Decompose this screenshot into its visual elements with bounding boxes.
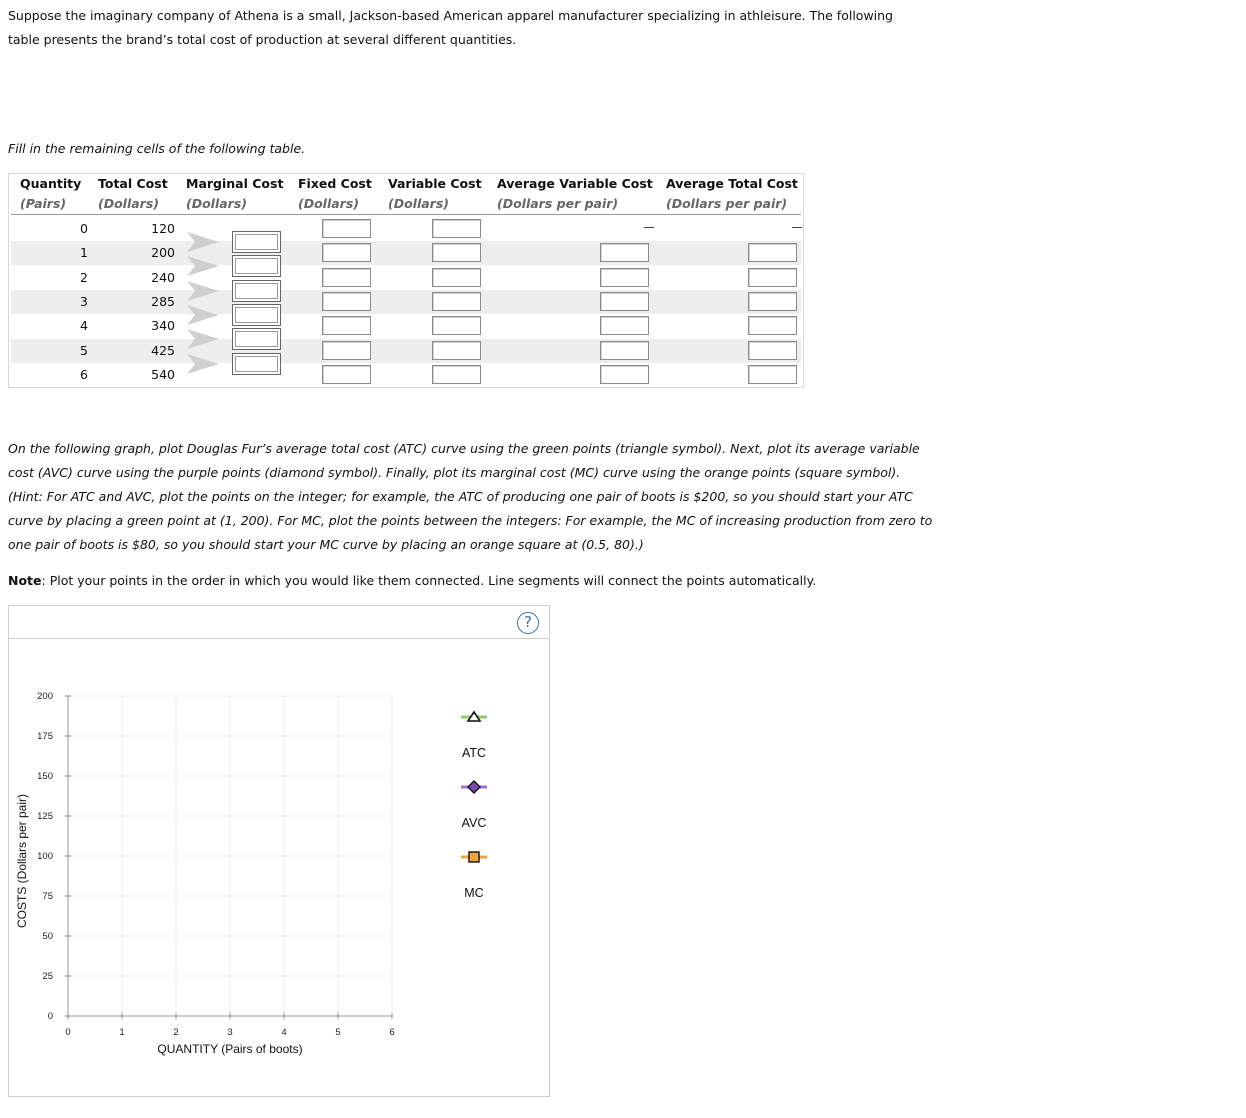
header-fixed-cost (298, 174, 372, 214)
quantity-cell: 0 (80, 221, 88, 236)
avg-variable-cost-input[interactable] (600, 268, 649, 287)
y-tick-label: 75 (42, 891, 53, 902)
header-divider (11, 214, 801, 215)
note (8, 569, 816, 593)
quantity-cell: 4 (80, 318, 88, 334)
total-cost-cell: 285 (151, 293, 175, 309)
marginal-cost-input[interactable] (232, 328, 281, 350)
y-axis-title: COSTS (Dollars per pair) (15, 793, 29, 929)
avg-variable-cost-input[interactable] (600, 316, 649, 335)
x-tick-label: 4 (281, 1027, 287, 1038)
header-variable-cost (388, 174, 482, 214)
header-title: Total Cost (98, 176, 168, 191)
x-tick-label: 0 (65, 1027, 71, 1038)
header-quantity (20, 174, 81, 214)
note-label: Note (8, 573, 42, 588)
x-tick-label: 3 (227, 1027, 233, 1038)
header-marginal-cost (186, 174, 283, 214)
note-text: : Plot your points in the order in which you would like them connected. Line segments will connect the points automatically. (41, 573, 817, 588)
header-title: Average Variable Cost (497, 176, 653, 191)
y-tick-label: 50 (42, 931, 53, 942)
header-title: Average Total Cost (666, 176, 798, 191)
mc-square-icon[interactable] (469, 852, 479, 862)
quantity-cell: 1 (80, 245, 88, 261)
marginal-arrow-icon (185, 352, 221, 376)
cost-table (8, 173, 804, 388)
avc-diamond-icon[interactable] (468, 781, 480, 793)
x-tick-label: 5 (335, 1027, 341, 1038)
total-cost-cell: 120 (151, 221, 175, 236)
header-unit: (Pairs) (20, 196, 67, 211)
variable-cost-input[interactable] (432, 219, 481, 238)
marginal-cost-input[interactable] (232, 353, 281, 375)
table-instruction: Fill in the remaining cells of the following table. (8, 141, 306, 156)
y-tick-label: 0 (47, 1011, 53, 1022)
marginal-cost-input[interactable] (232, 231, 281, 253)
cost-graph[interactable] (9, 606, 549, 1096)
avg-variable-cost-input[interactable] (600, 292, 649, 311)
avg-total-cost-input[interactable] (748, 341, 797, 360)
avg-variable-cost-input[interactable] (600, 365, 649, 384)
x-tick-label: 1 (119, 1027, 125, 1038)
atc-dash (792, 227, 802, 228)
total-cost-cell: 200 (151, 245, 175, 261)
header-avg-variable-cost (497, 174, 653, 214)
header-title: Quantity (20, 176, 82, 191)
marginal-arrow-icon (185, 303, 221, 327)
avg-total-cost-input[interactable] (748, 268, 797, 287)
header-title: Variable Cost (388, 176, 482, 191)
header-title: Marginal Cost (186, 176, 284, 191)
graph-panel[interactable] (8, 605, 550, 1097)
mc-legend-label: MC (464, 886, 484, 900)
header-unit: (Dollars per pair) (666, 196, 788, 211)
avg-total-cost-input[interactable] (748, 365, 797, 384)
fixed-cost-input[interactable] (322, 292, 371, 311)
y-tick-label: 200 (37, 691, 53, 702)
header-total-cost (98, 174, 168, 214)
avg-total-cost-input[interactable] (748, 243, 797, 262)
header-avg-total-cost (666, 174, 798, 214)
avg-variable-cost-input[interactable] (600, 243, 649, 262)
variable-cost-input[interactable] (432, 365, 481, 384)
quantity-cell: 3 (80, 293, 88, 309)
total-cost-cell: 240 (151, 269, 175, 285)
fixed-cost-input[interactable] (322, 341, 371, 360)
variable-cost-input[interactable] (432, 268, 481, 287)
variable-cost-input[interactable] (432, 316, 481, 335)
x-tick-label: 2 (173, 1027, 179, 1038)
marginal-cost-input[interactable] (232, 255, 281, 277)
avc-dash (644, 227, 654, 228)
variable-cost-input[interactable] (432, 341, 481, 360)
y-tick-label: 25 (42, 971, 53, 982)
fixed-cost-input[interactable] (322, 219, 371, 238)
y-tick-label: 100 (37, 851, 53, 862)
quantity-cell: 5 (80, 342, 88, 358)
header-title: Fixed Cost (298, 176, 372, 191)
quantity-cell: 2 (80, 269, 88, 285)
avg-total-cost-input[interactable] (748, 316, 797, 335)
x-axis-title: QUANTITY (Pairs of boots) (157, 1042, 303, 1056)
total-cost-cell: 425 (151, 342, 175, 358)
quantity-cell: 6 (80, 366, 88, 382)
marginal-arrow-icon (185, 254, 221, 278)
fixed-cost-input[interactable] (322, 243, 371, 262)
y-tick-label: 175 (37, 731, 53, 742)
header-unit: (Dollars) (98, 196, 159, 211)
y-tick-label: 125 (37, 811, 53, 822)
header-unit: (Dollars) (298, 196, 359, 211)
marginal-arrow-icon (185, 327, 221, 351)
y-tick-label: 150 (37, 771, 53, 782)
variable-cost-input[interactable] (432, 292, 481, 311)
fixed-cost-input[interactable] (322, 268, 371, 287)
variable-cost-input[interactable] (432, 243, 481, 262)
total-cost-cell: 540 (151, 366, 175, 382)
header-unit: (Dollars) (186, 196, 247, 211)
graph-instruction: On the following graph, plot Douglas Fur’s average total cost (ATC) curve using the green points (triangle symbol). Next, plot its average variable cost (AVC) curve using the purple points (diamond symbol). Finally, plot its marginal cost (MC) curve using the orange points (square symbol). (Hint: For ATC and AVC, plot the points on the integer; for example, the ATC of producing one pair of boots is $200, so you should start your ATC curve by placing a green point at (1, 200). For MC, plot the points between the integers: For example, the MC of increasing production from zero to one pair of boots is $80, so you should start your MC curve by placing an orange square at (0.5, 80).) (8, 441, 933, 552)
fixed-cost-input[interactable] (322, 316, 371, 335)
header-unit: (Dollars per pair) (497, 196, 619, 211)
avg-total-cost-input[interactable] (748, 292, 797, 311)
help-icon[interactable]: ? (517, 612, 539, 634)
marginal-arrow-icon (185, 230, 221, 254)
avg-variable-cost-input[interactable] (600, 341, 649, 360)
marginal-cost-input[interactable] (232, 304, 281, 326)
marginal-arrow-icon (185, 279, 221, 303)
fixed-cost-input[interactable] (322, 365, 371, 384)
header-unit: (Dollars) (388, 196, 449, 211)
intro-text: Suppose the imaginary company of Athena is a small, Jackson-based American apparel manufacturer specializing in athleisure. The following table presents the brand’s total cost of production at several different quantities. (8, 8, 893, 47)
avc-legend-label: AVC (461, 816, 487, 830)
marginal-cost-input[interactable] (232, 280, 281, 302)
total-cost-cell: 340 (151, 318, 175, 334)
x-tick-label: 6 (389, 1027, 395, 1038)
atc-legend-label: ATC (461, 746, 487, 760)
